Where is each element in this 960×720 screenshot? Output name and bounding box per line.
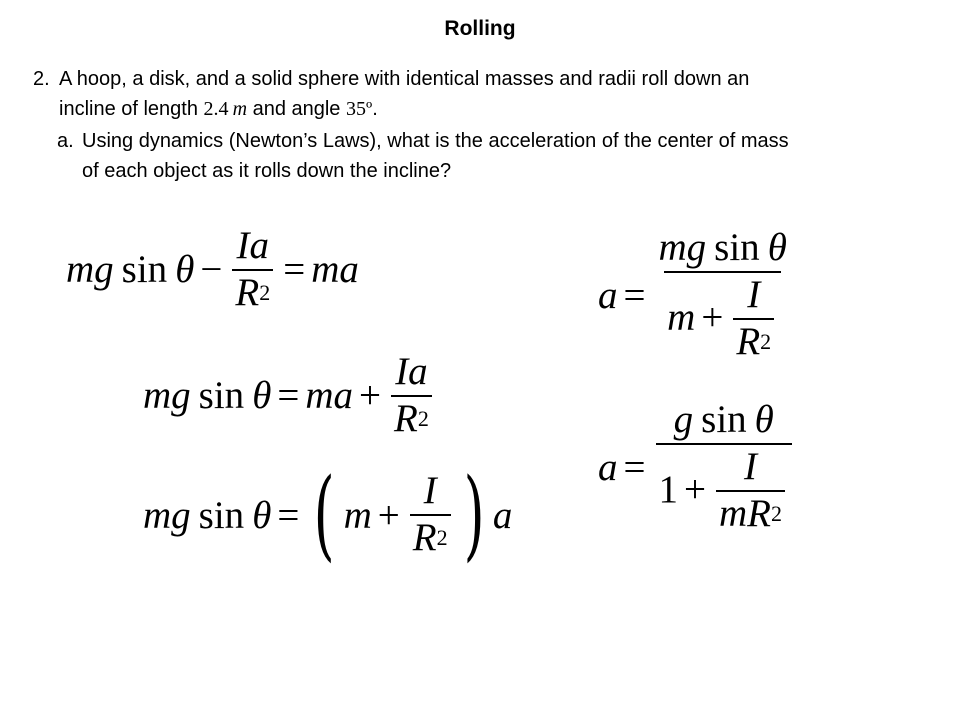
problem-line-2-start: incline of length: [59, 98, 204, 120]
part-a-letter: a.: [57, 130, 74, 152]
problem-line-2-end: .: [372, 98, 378, 120]
equation-acceleration-simplified: a = g sin θ 1 + I mR 2: [598, 400, 796, 535]
problem-statement: [33, 64, 933, 124]
incline-angle-value: 35º: [346, 98, 373, 120]
equation-acceleration-general: a = mg sin θ m + I R 2: [598, 226, 787, 363]
equation-factored: mg sin θ = ( m + I R 2 ) a: [143, 458, 513, 572]
part-a-line-1: Using dynamics (Newton’s Laws), what is the acceleration of the center of mass: [82, 130, 789, 152]
problem-line-2-mid: and angle: [247, 98, 346, 120]
part-a-question: [57, 126, 937, 186]
incline-length-value: 2.4: [203, 98, 229, 120]
page-title: Rolling: [444, 17, 516, 40]
equation-rearranged: mg sin θ = ma + Ia R 2: [143, 352, 436, 440]
part-a-line-2: of each object as it rolls down the incline?: [82, 160, 452, 182]
equation-force-balance: mg sin θ − Ia R 2 = ma: [66, 224, 359, 314]
problem-line-1: A hoop, a disk, and a solid sphere with identical masses and radii roll down an: [59, 68, 750, 90]
incline-length-unit: m: [232, 98, 248, 120]
problem-number: 2.: [33, 68, 50, 90]
